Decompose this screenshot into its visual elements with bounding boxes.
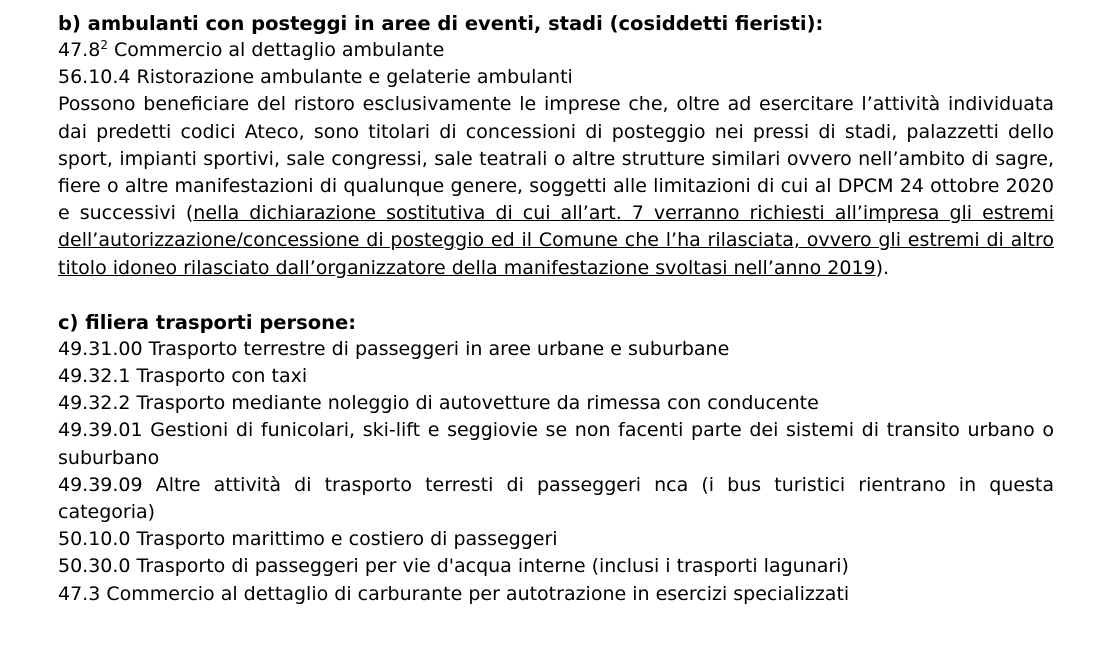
document-page bbox=[58, 10, 1054, 608]
footnote-marker: 2 bbox=[100, 38, 108, 52]
section-c-heading: c) filiera trasporti persone: bbox=[58, 310, 357, 334]
ateco-code-label: Commercio al dettaglio ambulante bbox=[107, 39, 445, 61]
ateco-code-number: 47.8 bbox=[58, 39, 101, 61]
list-item: 49.32.1 Trasporto con taxi bbox=[58, 365, 308, 388]
list-item: 49.31.00 Trasporto terrestre di passeggeri in aree urbane e suburbane bbox=[58, 337, 730, 360]
list-item: 49.32.2 Trasporto mediante noleggio di autovetture da rimessa con conducente bbox=[58, 392, 819, 415]
paragraph-end: ). bbox=[875, 256, 890, 279]
list-item: 50.30.0 Trasporto di passeggeri per vie d'acqua interne (inclusi i trasporti lagunari) bbox=[58, 555, 849, 578]
paragraph-text: Possono beneficiare del ristoro esclusivamente le imprese che, oltre ad esercitare l’attività individuata dai predetti codici Ateco, sono titolari di concessioni di posteggio nei pressi di stadi, palazzetti dello sport, impianti sportivi, sale congressi, sale teatrali o altre strutture similari ovvero nell’ambito di sagre, fiere o altre manifestazioni di qualunque genere, soggetti alle limitazioni di cui al DPCM 24 ottobre 2020 e successivi ( bbox=[58, 93, 1054, 225]
list-item: 49.39.09 Altre attività di trasporto terresti di passeggeri nca (i bus turistici rientrano in questa categoria) bbox=[58, 473, 1054, 524]
ateco-code-47-8 bbox=[58, 37, 1054, 64]
list-item: 47.3 Commercio al dettaglio di carburante per autotrazione in esercizi specializzati bbox=[58, 582, 850, 605]
section-b-heading: b) ambulanti con posteggi in aree di eventi, stadi (cosiddetti fieristi): bbox=[58, 12, 824, 35]
section-spacer bbox=[58, 282, 1054, 309]
paragraph-underlined-text: nella dichiarazione sostitutiva di cui all’art. 7 verranno richiesti all’impresa gli estremi dell’autorizzazione/concessione di posteggio ed il Comune che l’ha rilasciata, ovvero gli estremi di altro titolo idoneo rilasciato dall’organizzatore della manifestazione svoltasi nell’anno 2019 bbox=[58, 202, 1054, 279]
section-b-paragraph bbox=[58, 91, 1054, 281]
ateco-code-56-10-4: 56.10.4 Ristorazione ambulante e gelaterie ambulanti bbox=[58, 66, 573, 89]
list-item: 49.39.01 Gestioni di funicolari, ski-lift e seggiovie se non facenti parte dei sistemi di transito urbano o suburbano bbox=[58, 419, 1054, 469]
list-item: 50.10.0 Trasporto marittimo e costiero di passeggeri bbox=[58, 528, 558, 551]
